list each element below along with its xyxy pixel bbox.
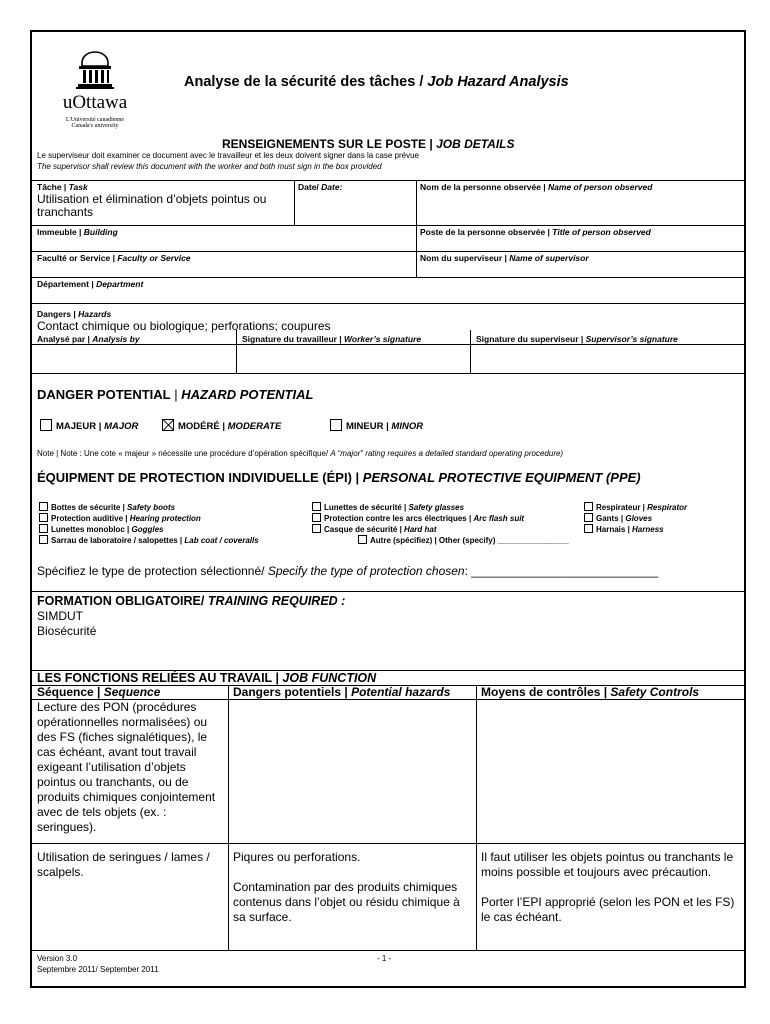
ppe-checkbox[interactable] — [358, 535, 367, 544]
ppe-checkbox[interactable] — [39, 502, 48, 511]
footer-page-number: - 1 - — [377, 954, 392, 963]
footer-date: Septembre 2011/ September 2011 — [37, 965, 159, 974]
building-icon — [75, 50, 115, 90]
page-title — [184, 74, 569, 90]
uottawa-logo — [40, 50, 150, 150]
ppe-safety-boots[interactable]: Bottes de sécurite | Safety boots — [39, 502, 175, 512]
logo-name: uOttawa — [62, 92, 128, 113]
col-header-controls: Moyens de contrôles | Safety Controls — [481, 685, 700, 699]
ppe-safety-glasses[interactable]: Lunettes de sécurité | Safety glasses — [312, 502, 464, 512]
col-header-sequence: Séquence | Sequence — [37, 685, 161, 699]
hazard-note: Note | Note : Une cote « majeur » nécessite une procédure d’opération spécifique/ A “major” rating requires a detailed standard operating procedure) — [37, 449, 564, 458]
task-field[interactable]: Utilisation et élimination d’objets pointus ou tranchants — [37, 192, 267, 219]
ppe-lab-coat[interactable]: Sarrau de laboratoire / salopettes | Lab coat / coveralls — [39, 535, 259, 545]
hazards-label: Dangers | Hazards — [37, 309, 112, 319]
row2-hazards: Piqures ou perforations. Contamination par des produits chimiques contenus dans l’objet ou résidu chimique à sa surface. — [233, 850, 460, 924]
ppe-checkbox[interactable] — [39, 524, 48, 533]
job-details-note-en: The supervisor shall review this document with the worker and both must sign in the box provided — [37, 162, 382, 171]
title-en: Job Hazard Analysis — [427, 74, 569, 90]
department-label: Département | Department — [37, 279, 144, 289]
ppe-other[interactable]: Autre (spécifiez) | Other (specify) ________________ — [358, 535, 569, 545]
job-function-heading: LES FONCTIONS RELIÉES AU TRAVAIL | JOB FUNCTION — [37, 671, 377, 685]
row2-sequence: Utilisation de seringues / lames / scalpels. — [37, 850, 210, 879]
ppe-checkbox[interactable] — [584, 513, 593, 522]
hazard-potential-heading: DANGER POTENTIAL | HAZARD POTENTIAL — [37, 387, 314, 402]
analysis-label: Analysé par | Analysis by — [37, 334, 140, 344]
ppe-specify[interactable]: Spécifiez le type de protection sélectionné/ Specify the type of protection chosen: ____________________________ — [37, 564, 659, 578]
major-checkbox[interactable] — [40, 419, 52, 431]
row1-sequence: Lecture des PON (procédures opérationnelles normalisées) ou des FS (fiches signalétiques), le cas échéant, avant tout travail exigeant l’utilisation d’objets pointus ou tranchants, ou de produits chimiques conjointement avec de tels objets (ex. : seringues). — [37, 700, 216, 834]
ppe-gloves[interactable]: Gants | Gloves — [584, 513, 652, 523]
ppe-checkbox[interactable] — [584, 524, 593, 533]
logo-line-2: Canada's university — [71, 123, 119, 129]
ppe-heading: ÉQUIPMENT DE PROTECTION INDIVIDUELLE (ÉPI) | PERSONAL PROTECTIVE EQUIPMENT (PPE) — [37, 470, 641, 485]
form-page — [30, 30, 746, 988]
ppe-goggles[interactable]: Lunettes monobloc | Goggles — [39, 524, 163, 534]
ppe-harness[interactable]: Harnais | Harness — [584, 524, 664, 534]
ppe-hard-hat[interactable]: Casque de sécurité | Hard hat — [312, 524, 437, 534]
logo-line-1: L'Université canadienne — [65, 117, 125, 123]
observed-name-label: Nom de la personne observée | Name of person observed — [420, 182, 653, 192]
ppe-checkbox[interactable] — [39, 513, 48, 522]
faculty-label: Faculté or Service | Faculty or Service — [37, 253, 191, 263]
training-item-biosecurite: Biosécurité — [37, 624, 97, 638]
hazard-option-moderate[interactable]: MODÉRÉ | MODERATE — [162, 419, 281, 432]
training-heading: FORMATION OBLIGATOIRE/ TRAINING REQUIRED : — [37, 594, 346, 608]
ppe-checkbox[interactable] — [312, 524, 321, 533]
ppe-checkbox[interactable] — [312, 513, 321, 522]
ppe-checkbox[interactable] — [584, 502, 593, 511]
job-details-note-fr: Le superviseur doit examiner ce document avec le travailleur et les deux doivent signer dans la case prévue — [37, 151, 419, 160]
ppe-checkbox[interactable] — [312, 502, 321, 511]
observed-title-label: Poste de la personne observée | Title of person observed — [420, 227, 651, 237]
building-label: Immeuble | Building — [37, 227, 118, 237]
ppe-respirator[interactable]: Respirateur | Respirator — [584, 502, 687, 512]
ppe-checkbox[interactable] — [39, 535, 48, 544]
supervisor-signature-label: Signature du superviseur | Supervisor’s signature — [476, 334, 678, 344]
minor-checkbox[interactable] — [330, 419, 342, 431]
supervisor-name-label: Nom du superviseur | Name of supervisor — [420, 253, 589, 263]
hazards-field[interactable]: Contact chimique ou biologique; perforations; coupures — [37, 319, 331, 333]
moderate-checkbox[interactable] — [162, 419, 174, 431]
hazard-option-major[interactable]: MAJEUR | MAJOR — [40, 419, 138, 432]
footer-version: Version 3.0 — [37, 954, 78, 963]
col-header-hazards: Dangers potentiels | Potential hazards — [233, 685, 451, 699]
ppe-arc-flash[interactable]: Protection contre les arcs électriques | Arc flash suit — [312, 513, 524, 523]
worker-signature-label: Signature du travailleur | Worker’s signature — [242, 334, 422, 344]
date-label: Date/ Date: — [298, 182, 343, 192]
title-fr: Analyse de la sécurité des tâches / — [184, 74, 428, 90]
job-details-heading: RENSEIGNEMENTS SUR LE POSTE | JOB DETAILS — [222, 137, 515, 151]
task-label: Tâche | Task — [37, 182, 88, 192]
training-item-simdut: SIMDUT — [37, 609, 83, 623]
row2-controls: Il faut utiliser les objets pointus ou tranchants le moins possible et toujours avec précaution. Porter l’EPI approprié (selon les PON et les FS) le cas échéant. — [481, 850, 735, 924]
hazard-option-minor[interactable]: MINEUR | MINOR — [330, 419, 423, 432]
ppe-hearing-protection[interactable]: Protection auditive | Hearing protection — [39, 513, 201, 523]
